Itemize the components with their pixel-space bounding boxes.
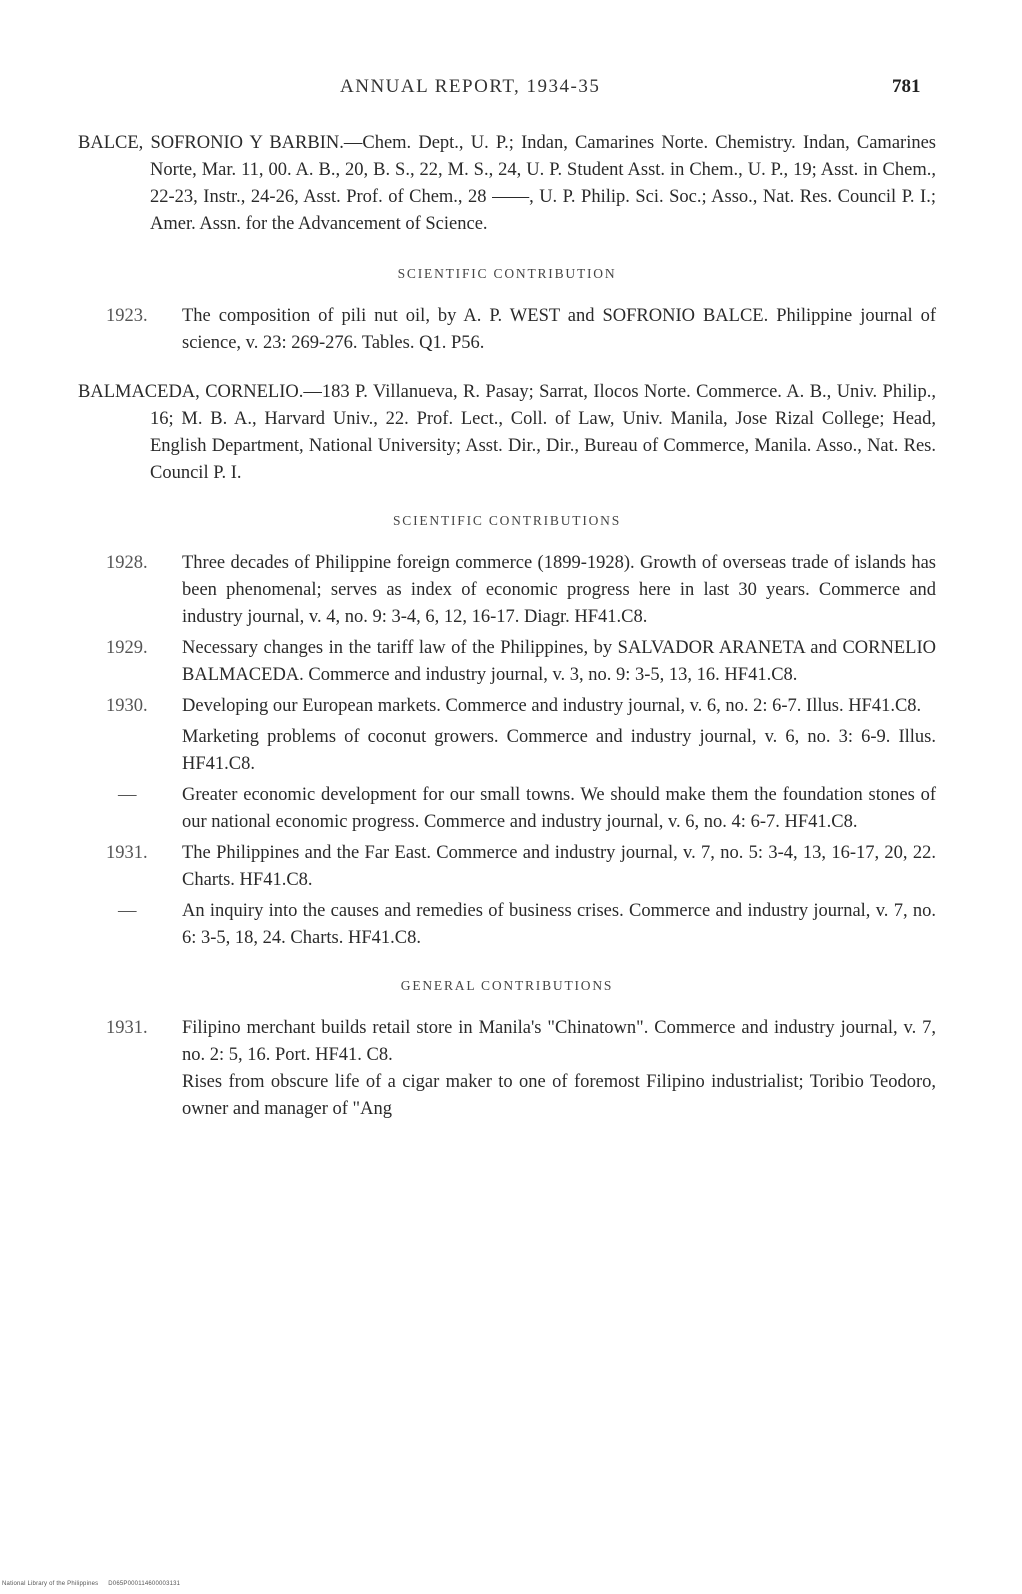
contribution-year: 1923.	[106, 306, 148, 326]
contribution-text: Developing our European markets. Commerce and industry journal, v. 6, no. 2: 6-7. Illus. HF41.C8.	[182, 696, 922, 716]
contribution-year: 1931.	[106, 843, 148, 863]
page-number: 781	[892, 76, 921, 97]
biographical-entry: BALCE, SOFRONIO Y BARBIN.—Chem. Dept., U. P.; Indan, Camarines Norte. Chemistry. Indan, Camarines Norte, Mar. 11, 00. A. B., 20, B. S., 22, M. S., 24, U. P. Student Asst. in Chem., U. P., 19; Asst. in Chem., 22-23, Instr., 24-26, Asst. Prof. of Chem., 28 ——, U. P. Philip. Sci. Soc.; Asso., Nat. Res. Council P. I.; Amer. Assn. for the Advancement of Science.	[78, 133, 936, 234]
contribution-item	[78, 724, 936, 778]
contribution-year: 1930.	[106, 696, 148, 716]
contribution-year: 1928.	[106, 553, 148, 573]
page-body	[78, 130, 936, 1127]
contribution-item	[78, 898, 936, 952]
section-heading: SCIENTIFIC CONTRIBUTIONS	[392, 513, 622, 528]
contribution-text: Filipino merchant builds retail store in Manila's "Chinatown". Commerce and industry journal, v. 7, no. 2: 5, 16. Port. HF41. C8.	[182, 1018, 936, 1065]
contribution-item	[78, 1015, 936, 1123]
contribution-text: Necessary changes in the tariff law of the Philippines, by SALVADOR ARANETA and CORNELIO BALMACEDA. Commerce and industry journal, v. 3, no. 9: 3-5, 13, 16. HF41.C8.	[182, 638, 936, 685]
contribution-year: 1931.	[106, 1018, 148, 1038]
contribution-item	[78, 782, 936, 836]
contribution-item	[78, 635, 936, 689]
library-name: National Library of the Philippines	[2, 1581, 99, 1587]
contribution-text: Marketing problems of coconut growers. Commerce and industry journal, v. 6, no. 3: 6-9. Illus. HF41.C8.	[182, 727, 936, 774]
contribution-text: Greater economic development for our small towns. We should make them the foundation stones of our national economic progress. Commerce and industry journal, v. 6, no. 4: 6-7. HF41.C8.	[182, 785, 936, 832]
contribution-item	[78, 840, 936, 894]
contribution-year: —	[118, 901, 137, 921]
biographical-entry: BALMACEDA, CORNELIO.—183 P. Villanueva, R. Pasay; Sarrat, Ilocos Norte. Commerce. A. B., Univ. Philip., 16; M. B. A., Harvard Univ., 22. Prof. Lect., Coll. of Law, Univ. Manila, Jose Rizal College; Head, English Department, National University; Asst. Dir., Dir., Bureau of Commerce, Manila. Asso., Nat. Res. Council P. I.	[78, 382, 936, 483]
contribution-text: The Philippines and the Far East. Commerce and industry journal, v. 7, no. 5: 3-4, 13, 16-17, 20, 22. Charts. HF41.C8.	[182, 843, 936, 890]
contribution-item	[78, 550, 936, 631]
section-heading: GENERAL CONTRIBUTIONS	[400, 978, 614, 993]
scan-id: D065P000114600003131	[108, 1581, 181, 1587]
contribution-text: An inquiry into the causes and remedies of business crises. Commerce and industry journal, v. 7, no. 6: 3-5, 18, 24. Charts. HF41.C8.	[182, 901, 936, 948]
contribution-text: Three decades of Philippine foreign commerce (1899-1928). Growth of overseas trade of islands has been phenomenal; serves as index of economic progress here in last 30 years. Commerce and industry journal, v. 4, no. 9: 3-4, 6, 12, 16-17. Diagr. HF41.C8.	[182, 553, 936, 627]
contribution-item	[78, 303, 936, 357]
running-title: ANNUAL REPORT, 1934-35	[340, 76, 601, 97]
contribution-annotation: Rises from obscure life of a cigar maker to one of foremost Filipino industrialist; Toribio Teodoro, owner and manager of "Ang	[182, 1072, 936, 1119]
contribution-year: —	[118, 785, 137, 805]
contribution-item	[78, 693, 936, 720]
contribution-year: 1929.	[106, 638, 148, 658]
contribution-text: The composition of pili nut oil, by A. P. WEST and SOFRONIO BALCE. Philippine journal of science, v. 23: 269-276. Tables. Q1. P56.	[182, 306, 936, 353]
running-head	[0, 76, 1022, 104]
section-heading: SCIENTIFIC CONTRIBUTION	[397, 266, 617, 281]
digitization-credit	[2, 1581, 180, 1587]
